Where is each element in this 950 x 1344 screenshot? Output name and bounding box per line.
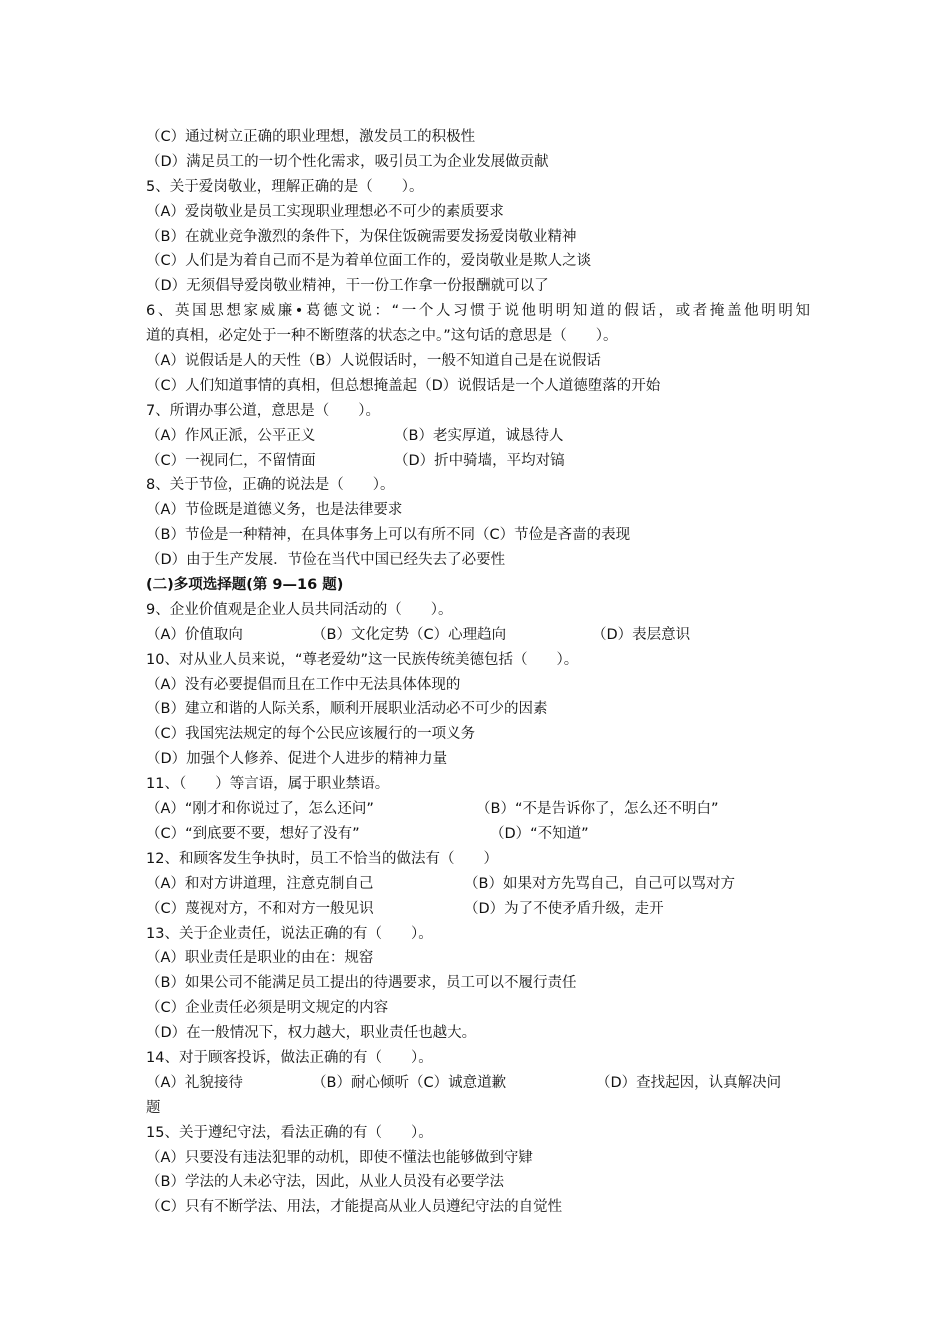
q14-question: 14、对于顾客投诉，做法正确的有（ ）。 (146, 1049, 433, 1066)
q15-option-c: （C）只有不断学法、用法，才能提高从业人员遵纪守法的自觉性 (146, 1199, 563, 1216)
q7-option-c: （C）一视同仁，不留情面 (146, 452, 316, 469)
q11-option-c: （C）“到底要不要，想好了没有” (146, 825, 360, 842)
q5-option-b: （B）在就业竞争激烈的条件下，为保住饭碗需要发扬爱岗敬业精神 (146, 228, 577, 245)
q6-question-line2: 道的真相，必定处于一种不断堕落的状态之中。”这句话的意思是（ ）。 (146, 328, 618, 345)
q6-question-line1: 6、英国思想家威廉•葛德文说：“一个人习惯于说他明明知道的假话，或者掩盖他明明知 (146, 303, 810, 320)
q11-option-b: （B）“不是告诉你了，怎么还不明白” (476, 801, 719, 818)
q10-option-c: （C）我国宪法规定的每个公民应该履行的一项义务 (146, 726, 476, 743)
q12-question: 12、和顾客发生争执时，员工不恰当的做法有（ ） (146, 850, 498, 867)
q9-option-d: （D）表层意识 (592, 626, 691, 643)
q13-option-a: （A）职业责任是职业的由在：规窑 (146, 950, 374, 967)
q11-question: 11、（ ）等言语，属于职业禁语。 (146, 776, 390, 793)
q4-option-d: （D）满足员工的一切个性化需求，吸引员工为企业发展做贡献 (146, 153, 549, 170)
q12-option-c: （C）蔑视对方，不和对方一般见识 (146, 900, 374, 917)
q4-option-c: （C）通过树立正确的职业理想，激发员工的积极性 (146, 129, 476, 145)
q7-question: 7、所谓办事公道，意思是（ ）。 (146, 402, 380, 419)
q11-option-a: （A）“刚才和你说过了，怎么还问” (146, 801, 374, 818)
q8-options-bc: （B）节俭是一种精神，在具体事务上可以有所不同（C）节俭是吝啬的表现 (146, 527, 631, 544)
q9-option-a: （A）价值取向 (146, 626, 243, 643)
q9-question: 9、企业价值观是企业人员共同活动的（ ）。 (146, 601, 453, 618)
q7-options-ab (146, 424, 810, 449)
q10-option-b: （B）建立和谐的人际关系，顺利开展职业活动必不可少的因素 (146, 701, 548, 718)
q14-option-a: （A）礼貌接待 (146, 1074, 243, 1091)
q8-option-a: （A）节俭既是道德义务，也是法律要求 (146, 502, 403, 519)
q5-option-c: （C）人们是为着自己而不是为着单位面工作的，爱岗敬业是欺人之谈 (146, 253, 592, 270)
q11-options-cd (146, 822, 810, 847)
q15-option-a: （A）只要没有违法犯罪的动机，即使不懂法也能够做到守肄 (146, 1149, 533, 1166)
q10-question: 10、对从业人员来说，“尊老爱幼”这一民族传统美德包括（ ）。 (146, 651, 579, 668)
q12-option-b: （B）如果对方先骂自己，自己可以骂对方 (464, 875, 735, 892)
q7-option-d: （D）折中骑墙，平均对镐 (394, 452, 565, 469)
q5-question: 5、关于爱岗敬业，理解正确的是（ ）。 (146, 178, 424, 195)
q14-option-d: （D）查找起因，认真解决问 (596, 1074, 782, 1091)
q7-option-a: （A）作风正派，公平正义 (146, 427, 316, 444)
q7-option-b: （B）老实厚道，诚恳待人 (394, 427, 564, 444)
q13-question: 13、关于企业责任，说法正确的有（ ）。 (146, 925, 433, 942)
q12-options-cd (146, 897, 810, 922)
section-heading-multiple-choice: (二)多项选择题(第 9—16 题) (146, 577, 344, 594)
q5-option-a: （A）爱岗敬业是员工实现职业理想必不可少的素质要求 (146, 203, 504, 220)
q14-options (146, 1071, 810, 1096)
q8-question: 8、关于节俭，正确的说法是（ ）。 (146, 477, 395, 494)
q10-option-d: （D）加强个人修养、促进个人进步的精神力量 (146, 751, 448, 768)
q6-options-cd: （C）人们知道事情的真相，但总想掩盖起（D）说假话是一个人道德堕落的开始 (146, 377, 661, 394)
q12-option-a: （A）和对方讲道理，注意克制自己 (146, 875, 374, 892)
q13-option-c: （C）企业责任必须是明文规定的内容 (146, 1000, 389, 1017)
q11-option-d: （D）“不知道” (490, 825, 589, 842)
q14-option-d-continued: 题 (146, 1099, 161, 1116)
q11-options-ab (146, 797, 810, 822)
q13-option-b: （B）如果公司不能满足员工提出的待遇要求，员工可以不履行责任 (146, 975, 577, 992)
q15-option-b: （B）学法的人未必守法，因此，从业人员没有必要学法 (146, 1174, 504, 1191)
q13-option-d: （D）在一般情况下，权力越大，职业责任也越大。 (146, 1025, 477, 1042)
q5-option-d: （D）无须倡导爱岗敬业精神，干一份工作拿一份报酬就可以了 (146, 278, 549, 295)
q15-question: 15、关于遵纪守法，看法正确的有（ ）。 (146, 1124, 433, 1141)
q7-options-cd (146, 449, 810, 474)
q9-options-bc: （B）文化定势（C）心理趋向 (312, 626, 507, 643)
document-page (146, 125, 810, 1220)
q9-options (146, 623, 810, 648)
q10-option-a: （A）没有必要提倡而且在工作中无法具体体现的 (146, 676, 461, 693)
q8-option-d: （D）由于生产发展．节俭在当代中国已经失去了必要性 (146, 552, 506, 569)
q12-options-ab (146, 872, 810, 897)
q6-options-ab: （A）说假话是人的天性（B）人说假话时，一般不知道自己是在说假话 (146, 353, 601, 370)
q14-options-bc: （B）耐心倾听（C）诚意道歉 (312, 1074, 507, 1091)
q12-option-d: （D）为了不使矛盾升级，走开 (464, 900, 664, 917)
